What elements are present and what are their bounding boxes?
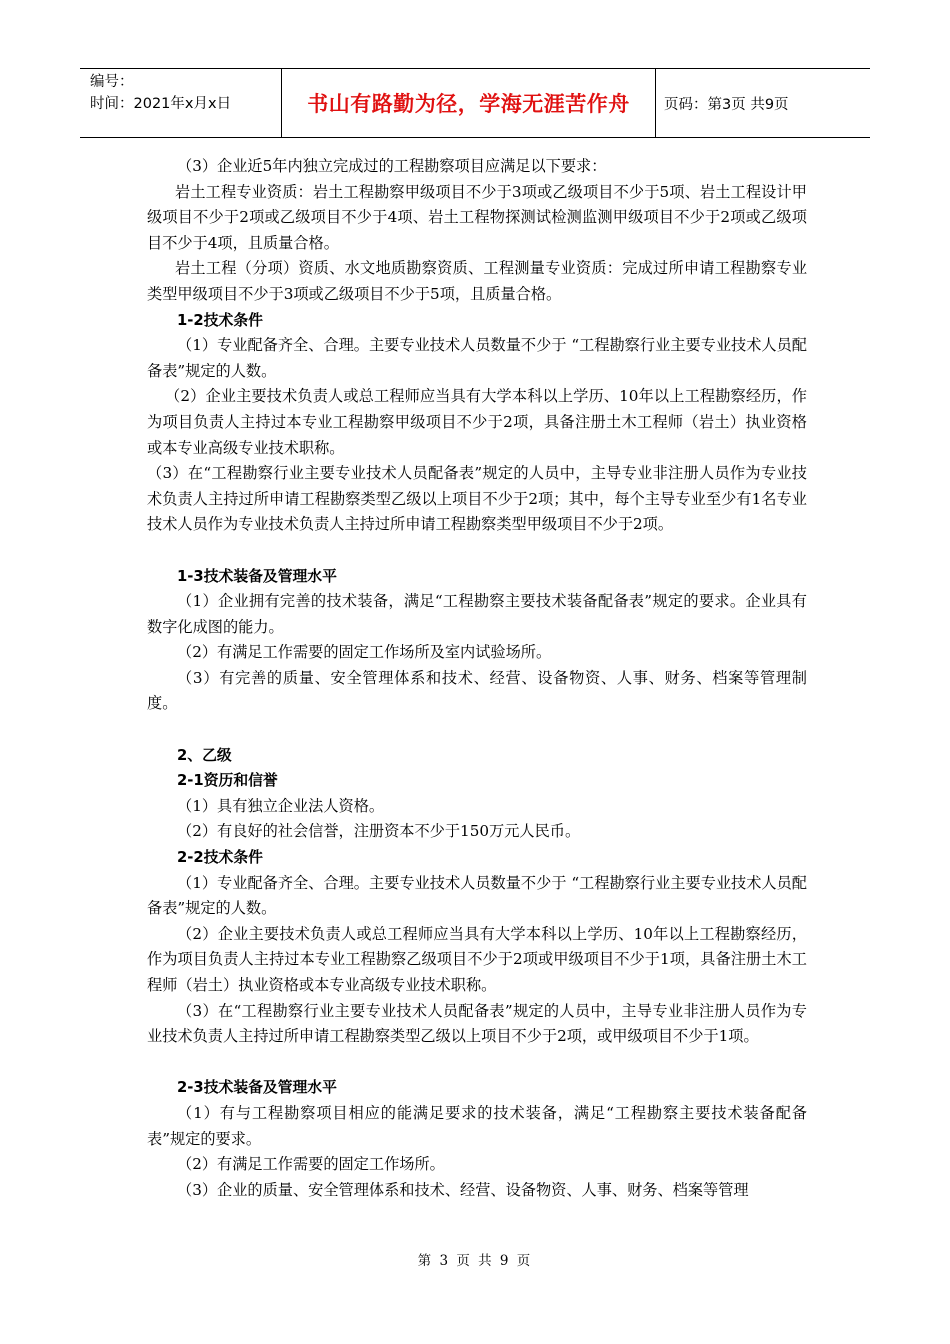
header-motto: 书山有路勤为径，学海无涯苦作舟 (282, 69, 656, 137)
section-heading: 2-1资历和信誉 (177, 772, 278, 790)
paragraph: （2）企业主要技术负责人或总工程师应当具有大学本科以上学历、10年以上工程勘察经历，作为项目负责人主持过本专业工程勘察乙级项目不少于2项或甲级项目不少于1项，具备注册土木工程师（岩土）执业资格或本专业高级专业技术职称。 (147, 924, 807, 994)
section-heading: 2-2技术条件 (177, 849, 263, 867)
document-date-label: 时间：2021年x月x日 (90, 96, 232, 112)
document-body (147, 154, 807, 1203)
paragraph: （2）有满足工作需要的固定工作场所。 (177, 1155, 445, 1174)
paragraph: （1）具有独立企业法人资格。 (177, 796, 385, 815)
paragraph: 岩土工程（分项）资质、水文地质勘察资质、工程测量专业资质：完成过所申请工程勘察专业类型甲级项目不少于3项或乙级项目不少于5项，且质量合格。 (147, 259, 807, 303)
spacer (147, 1050, 807, 1076)
header-page-number: 页码：第3页 共9页 (664, 96, 789, 113)
paragraph: （1）专业配备齐全、合理。主要专业技术人员数量不少于 “工程勘察行业主要专业技术人员配备表”规定的人数。 (147, 873, 807, 918)
paragraph: （3）企业近5年内独立完成过的工程勘察项目应满足以下要求： (177, 157, 607, 175)
section-heading: 2-3技术装备及管理水平 (177, 1079, 337, 1097)
paragraph: （2）有满足工作需要的固定工作场所及室内试验场所。 (177, 643, 552, 662)
paragraph: （3）有完善的质量、安全管理体系和技术、经营、设备物资、人事、财务、档案等管理制度。 (147, 668, 807, 713)
section-heading: 1-3技术装备及管理水平 (177, 567, 337, 585)
page-footer: 第 3 页 共 9 页 (417, 1253, 533, 1269)
header-meta (80, 69, 282, 137)
paragraph: （2）有良好的社会信誉，注册资本不少于150万元人民币。 (177, 822, 581, 841)
paragraph: （1）有与工程勘察项目相应的能满足要求的技术装备，满足“工程勘察主要技术装备配备表”规定的要求。 (147, 1103, 807, 1148)
paragraph: （3）在“工程勘察行业主要专业技术人员配备表”规定的人员中，主导专业非注册人员作为专业技术负责人主持过所申请工程勘察类型乙级以上项目不少于2项，或甲级项目不少于1项。 (147, 1001, 807, 1046)
paragraph: （1）企业拥有完善的技术装备，满足“工程勘察主要技术装备配备表”规定的要求。企业具有数字化成图的能力。 (147, 592, 807, 636)
page-header (80, 68, 870, 138)
section-heading: 2、乙级 (177, 746, 232, 764)
spacer (147, 717, 807, 743)
paragraph: （1）专业配备齐全、合理。主要专业技术人员数量不少于 “工程勘察行业主要专业技术人员配备表”规定的人数。 (147, 336, 807, 380)
paragraph: （3）企业的质量、安全管理体系和技术、经营、设备物资、人事、财务、档案等管理 (177, 1180, 749, 1199)
section-heading: 1-2技术条件 (177, 311, 263, 329)
document-number-label: 编号： (90, 74, 134, 90)
paragraph: 岩土工程专业资质：岩土工程勘察甲级项目不少于3项或乙级项目不少于5项、岩土工程设计甲级项目不少于2项或乙级项目不少于4项、岩土工程物探测试检测监测甲级项目不少于2项或乙级项目不少于4项，且质量合格。 (147, 182, 807, 252)
paragraph: （3）在“工程勘察行业主要专业技术人员配备表”规定的人员中，主导专业非注册人员作为专业技术负责人主持过所申请工程勘察类型乙级以上项目不少于2项；其中，每个主导专业至少有1名专业技术人员作为专业技术负责人主持过所申请工程勘察类型甲级项目不少于2项。 (147, 464, 807, 534)
spacer (147, 538, 807, 564)
paragraph: （2）企业主要技术负责人或总工程师应当具有大学本科以上学历、10年以上工程勘察经历，作为项目负责人主持过本专业工程勘察甲级项目不少于2项，具备注册土木工程师（岩土）执业资格或本专业高级专业技术职称。 (147, 387, 807, 457)
